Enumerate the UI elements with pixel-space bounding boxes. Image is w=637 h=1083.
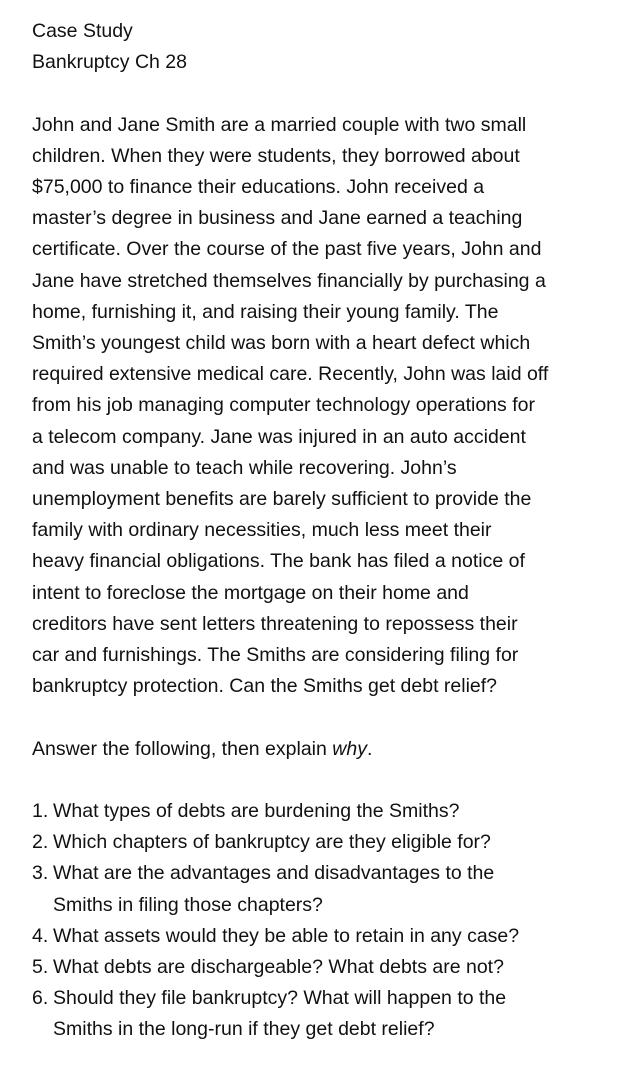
case-line: required extensive medical care. Recently, John was laid off xyxy=(32,363,549,386)
document-subtitle: Bankruptcy Ch 28 xyxy=(32,51,188,74)
question-number: 3. xyxy=(32,862,49,885)
question-text: What are the advantages and disadvantages to the xyxy=(53,862,495,885)
spacer xyxy=(32,702,622,733)
instruction-emphasis: why xyxy=(332,737,367,760)
question-text-continued: Smiths in filing those chapters? xyxy=(53,893,323,916)
instruction-suffix: . xyxy=(366,737,373,760)
case-line: and was unable to teach while recovering. John’s xyxy=(32,456,457,479)
question-text: Should they file bankruptcy? What will happen to the xyxy=(53,987,507,1010)
case-line: John and Jane Smith are a married couple with two small xyxy=(32,113,527,136)
case-line: $75,000 to finance their educations. John received a xyxy=(32,176,485,198)
question-number: 1. xyxy=(32,800,49,823)
case-line: heavy financial obligations. The bank has filed a notice of xyxy=(32,550,525,573)
case-paragraph xyxy=(32,110,622,703)
question-item xyxy=(32,858,622,920)
question-number: 6. xyxy=(32,987,49,1010)
instructions xyxy=(32,734,622,765)
question-number: 4. xyxy=(32,924,49,947)
case-line: unemployment benefits are barely sufficient to provide the xyxy=(32,488,532,511)
question-text: What assets would they be able to retain in any case? xyxy=(53,924,520,947)
question-list xyxy=(32,796,622,1046)
question-text: What types of debts are burdening the Smiths? xyxy=(53,800,460,823)
question-item xyxy=(32,921,622,952)
spacer xyxy=(32,78,622,109)
instruction-prefix: Answer the following, then explain xyxy=(32,737,333,760)
case-line: Smith’s youngest child was born with a heart defect which xyxy=(32,332,531,355)
question-item xyxy=(32,796,622,827)
case-line: from his job managing computer technology operations for xyxy=(32,394,535,417)
document-page xyxy=(32,16,622,1046)
case-line: children. When they were students, they borrowed about xyxy=(32,144,520,167)
document-title: Case Study xyxy=(32,20,133,42)
question-text: Which chapters of bankruptcy are they eligible for? xyxy=(53,831,491,854)
spacer xyxy=(32,765,622,796)
case-line: Jane have stretched themselves financially by purchasing a xyxy=(32,269,546,292)
question-item xyxy=(32,827,622,858)
question-number: 2. xyxy=(32,831,49,854)
case-line: bankruptcy protection. Can the Smiths get debt relief? xyxy=(32,675,498,698)
case-line: certificate. Over the course of the past five years, John and xyxy=(32,238,542,261)
case-line: intent to foreclose the mortgage on their home and xyxy=(32,581,469,604)
case-line: creditors have sent letters threatening to repossess their xyxy=(32,612,518,635)
question-item xyxy=(32,983,622,1045)
question-text-continued: Smiths in the long-run if they get debt relief? xyxy=(53,1018,435,1041)
case-line: family with ordinary necessities, much less meet their xyxy=(32,519,492,542)
case-line: home, furnishing it, and raising their young family. The xyxy=(32,300,499,323)
question-text: What debts are dischargeable? What debts are not? xyxy=(53,956,504,979)
case-line: a telecom company. Jane was injured in an auto accident xyxy=(32,425,526,448)
question-number: 5. xyxy=(32,956,49,979)
case-line: car and furnishings. The Smiths are considering filing for xyxy=(32,644,519,667)
case-line: master’s degree in business and Jane earned a teaching xyxy=(32,207,523,230)
question-item xyxy=(32,952,622,983)
